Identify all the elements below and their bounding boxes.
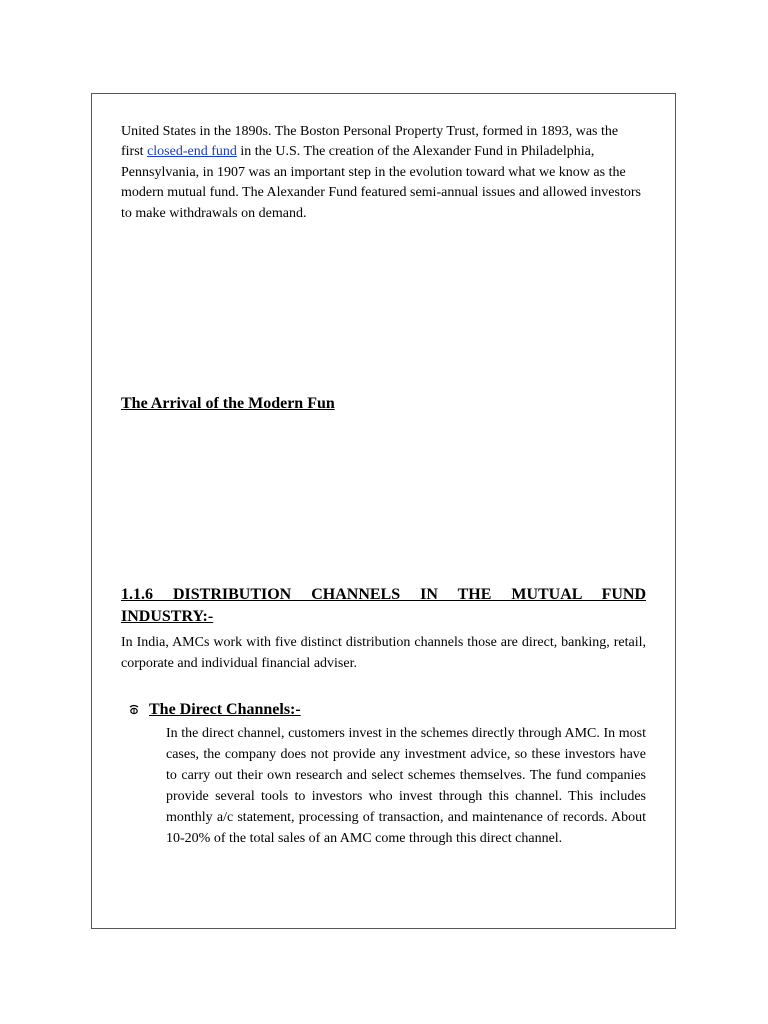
direct-channels-heading: The Direct Channels:- [149, 701, 301, 718]
direct-channels-body: In the direct channel, customers invest in the schemes directly through AMC. In most cases, the company does not provide any investment advice, so these investors have to carry out their own research and select schemes themselves. The fund companies provide several tools to investors who invest through this channel. This includes monthly a/c statement, processing of transaction, and maintenance of records. About 10-20% of the total sales of an AMC come through this direct channel. [166, 726, 646, 846]
distribution-channels-heading: 1.1.6 DISTRIBUTION CHANNELS IN THE MUTUAL FUND INDUSTRY:- [121, 586, 646, 625]
intro-text-before-link: United States in the 1890s. The Boston Personal Property Trust, formed in 1893, was the first [121, 124, 619, 160]
distribution-channels-intro: In India, AMCs work with five distinct distribution channels those are direct, banking, retail, corporate and individual financial adviser. [121, 635, 646, 671]
intro-text-after-link: in the U.S. The creation of the Alexander Fund in Philadelphia, Pennsylvania, in 1907 was an important step in the evolution toward what we know as the modern mutual fund. The Alexander Fund featured semi-annual issues and allowed investors to make withdrawals on demand. [121, 144, 641, 221]
arrival-heading: The Arrival of the Modern Fun [121, 395, 335, 412]
closed-end-fund-link[interactable]: closed-end fund [147, 144, 237, 160]
bullet-icon [128, 703, 140, 717]
direct-channels-bullet-row [128, 699, 301, 721]
intro-paragraph [121, 122, 641, 224]
